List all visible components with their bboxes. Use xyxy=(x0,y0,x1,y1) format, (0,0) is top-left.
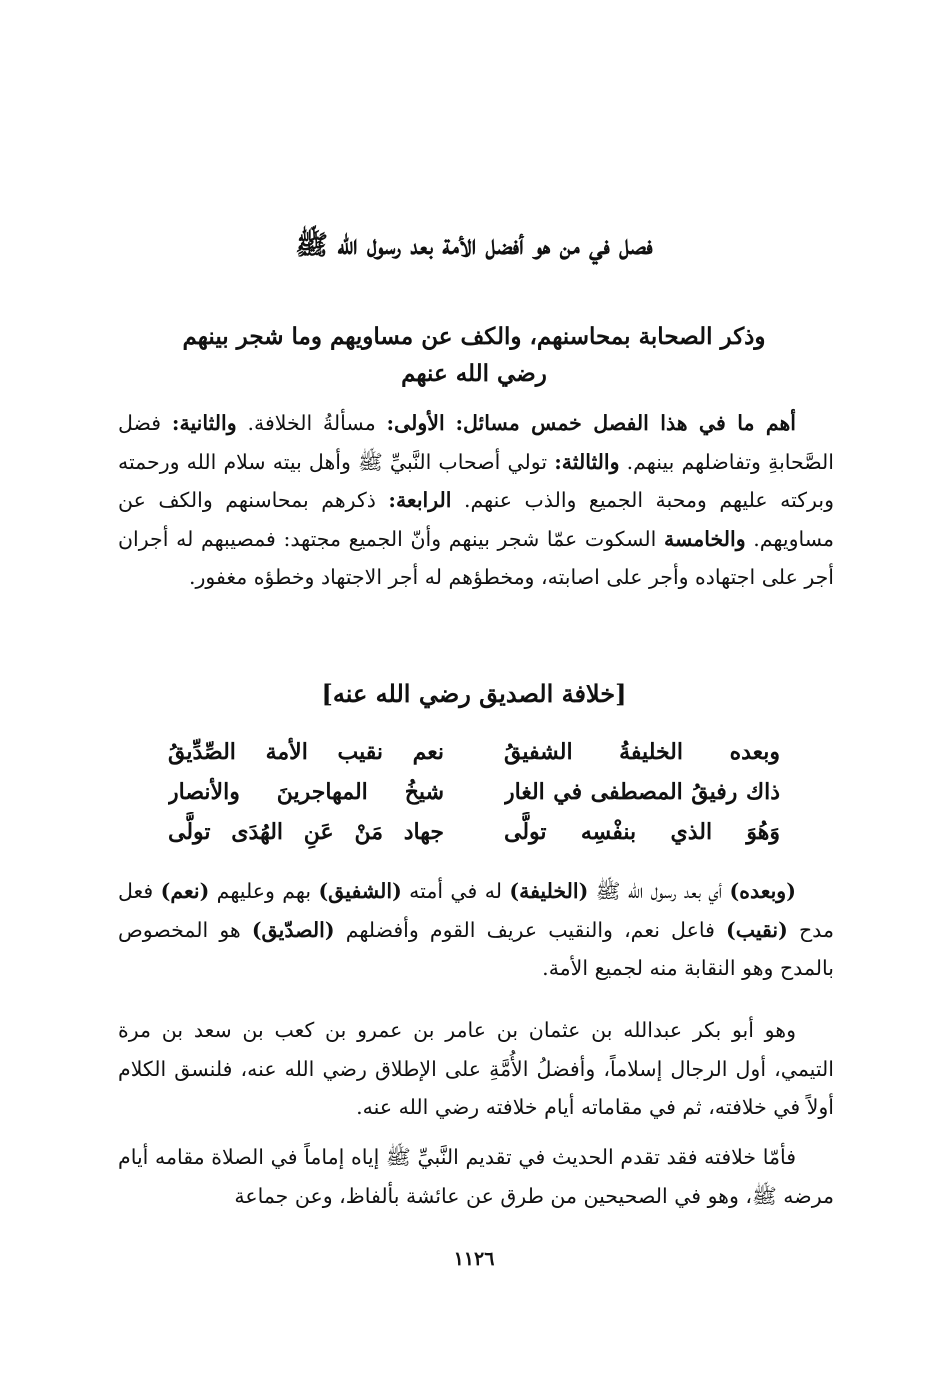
commentary-fragment: فاعل نعم، والنقيب عريف القوم وأفضلهم xyxy=(345,917,715,942)
verse-line xyxy=(168,732,780,772)
commentary-fragment: بهم وعليهم xyxy=(216,879,312,903)
verse-second-hemistich: جهاد مَنْ عَنِ الهُدَى تولَّى xyxy=(168,819,444,845)
issue-label: الرابعة: xyxy=(388,488,452,512)
commentary-paragraph xyxy=(118,1011,834,1127)
verse-line xyxy=(168,772,780,812)
quoted-term: (الصدّيق) xyxy=(251,917,335,942)
commentary-paragraph xyxy=(118,872,834,988)
issue-label: والخامسة xyxy=(664,526,746,551)
quoted-term: (نعم) xyxy=(160,879,210,903)
verse-second-hemistich: شيخُ المهاجرينَ والأنصار xyxy=(168,779,444,805)
poem-verses xyxy=(168,732,780,852)
chapter-subtitle xyxy=(170,318,778,392)
commentary-text: وهو أبو بكر عبدالله بن عثمان بن عامر بن عمرو بن كعب بن سعد بن مرة التيمي، أول الرجال إسلاماً، وأفضلُ الأُمَّةِ على الإطلاق رضي الله عنه، فلنسق الكلام أولاً في خلافته، ثم في مقاماته أيام خلافته رضي الله عنه. xyxy=(118,1018,834,1119)
quoted-term: (وبعده) xyxy=(729,879,796,903)
page-number: ١١٢٦ xyxy=(453,1248,495,1270)
chapter-title: فصل في من هو أفضل الأمة بعد رسول الله ﷺ xyxy=(295,230,653,261)
intro-lead: أهم ما في هذا الفصل خمس مسائل: xyxy=(455,411,796,435)
commentary-fragment: أي بعد رسول الله ﷺ xyxy=(595,879,723,903)
subtitle-line: وذكر الصحابة بمحاسنهم، والكف عن مساويهم وما شجر بينهم xyxy=(182,323,766,350)
verse-second-hemistich: نعم نقيب الأمة الصِّدِّيقُ xyxy=(168,739,444,765)
verse-first-hemistich: ذاك رفيقُ المصطفى في الغار xyxy=(504,779,780,805)
issue-label: والثالثة: xyxy=(554,449,620,474)
issue-label: والثانية: xyxy=(171,411,237,435)
commentary-text: فأمّا خلافته فقد تقدم الحديث في تقديم النَّبيِّ ﷺ إياه إماماً في الصلاة مقامه أيام مرضه ﷺ، وهو في الصحيحين من طرق عن عائشة بألفاظ، وعن جماعة xyxy=(118,1145,834,1208)
commentary-fragment: فعل مدح xyxy=(118,879,834,942)
section-heading: [خلافة الصديق رضي الله عنه] xyxy=(321,679,627,708)
quoted-term: (نقيب) xyxy=(726,917,788,942)
commentary-paragraph xyxy=(118,1138,834,1215)
verse-first-hemistich: وبعده الخليفةُ الشفيقُ xyxy=(504,739,780,765)
verse-first-hemistich: وَهُوَ الذي بنفْسِه تولَّى xyxy=(504,819,780,845)
commentary-text xyxy=(118,872,834,988)
commentary-fragment: له في أمته xyxy=(409,879,502,903)
issue-text: السكوت عمّا شجر بينهم وأنّ الجميع مجتهد: فمصيبهم له أجران أجر على اجتهاده وأجر على اصابته، ومخطؤهم له أجر الاجتهاد وخطؤه مغفور. xyxy=(118,526,834,589)
issue-label: الأولى: xyxy=(386,411,445,435)
verse-line xyxy=(168,812,780,852)
quoted-term: (الشفيق) xyxy=(318,879,402,903)
intro-text xyxy=(118,404,834,597)
subtitle-line: رضي الله عنهم xyxy=(401,360,547,387)
issue-text: فضل الصَّحابةِ وتفاضلهم بينهم. xyxy=(118,411,834,474)
commentary-fragment: هو المخصوص بالمدح وهو النقابة منه لجميع الأمة. xyxy=(118,917,834,980)
issue-text: مسألةُ الخلافة. xyxy=(247,411,376,435)
intro-paragraph xyxy=(118,404,834,597)
issue-text: تولي أصحاب النَّبيِّ ﷺ وأهل بيته سلام الله ورحمته وبركته عليهم ومحبة الجميع والذب عنهم. xyxy=(118,449,834,512)
issue-text: ذكرهم بمحاسنهم والكف عن مساويهم. xyxy=(118,488,834,551)
quoted-term: (الخليفة) xyxy=(509,879,589,903)
